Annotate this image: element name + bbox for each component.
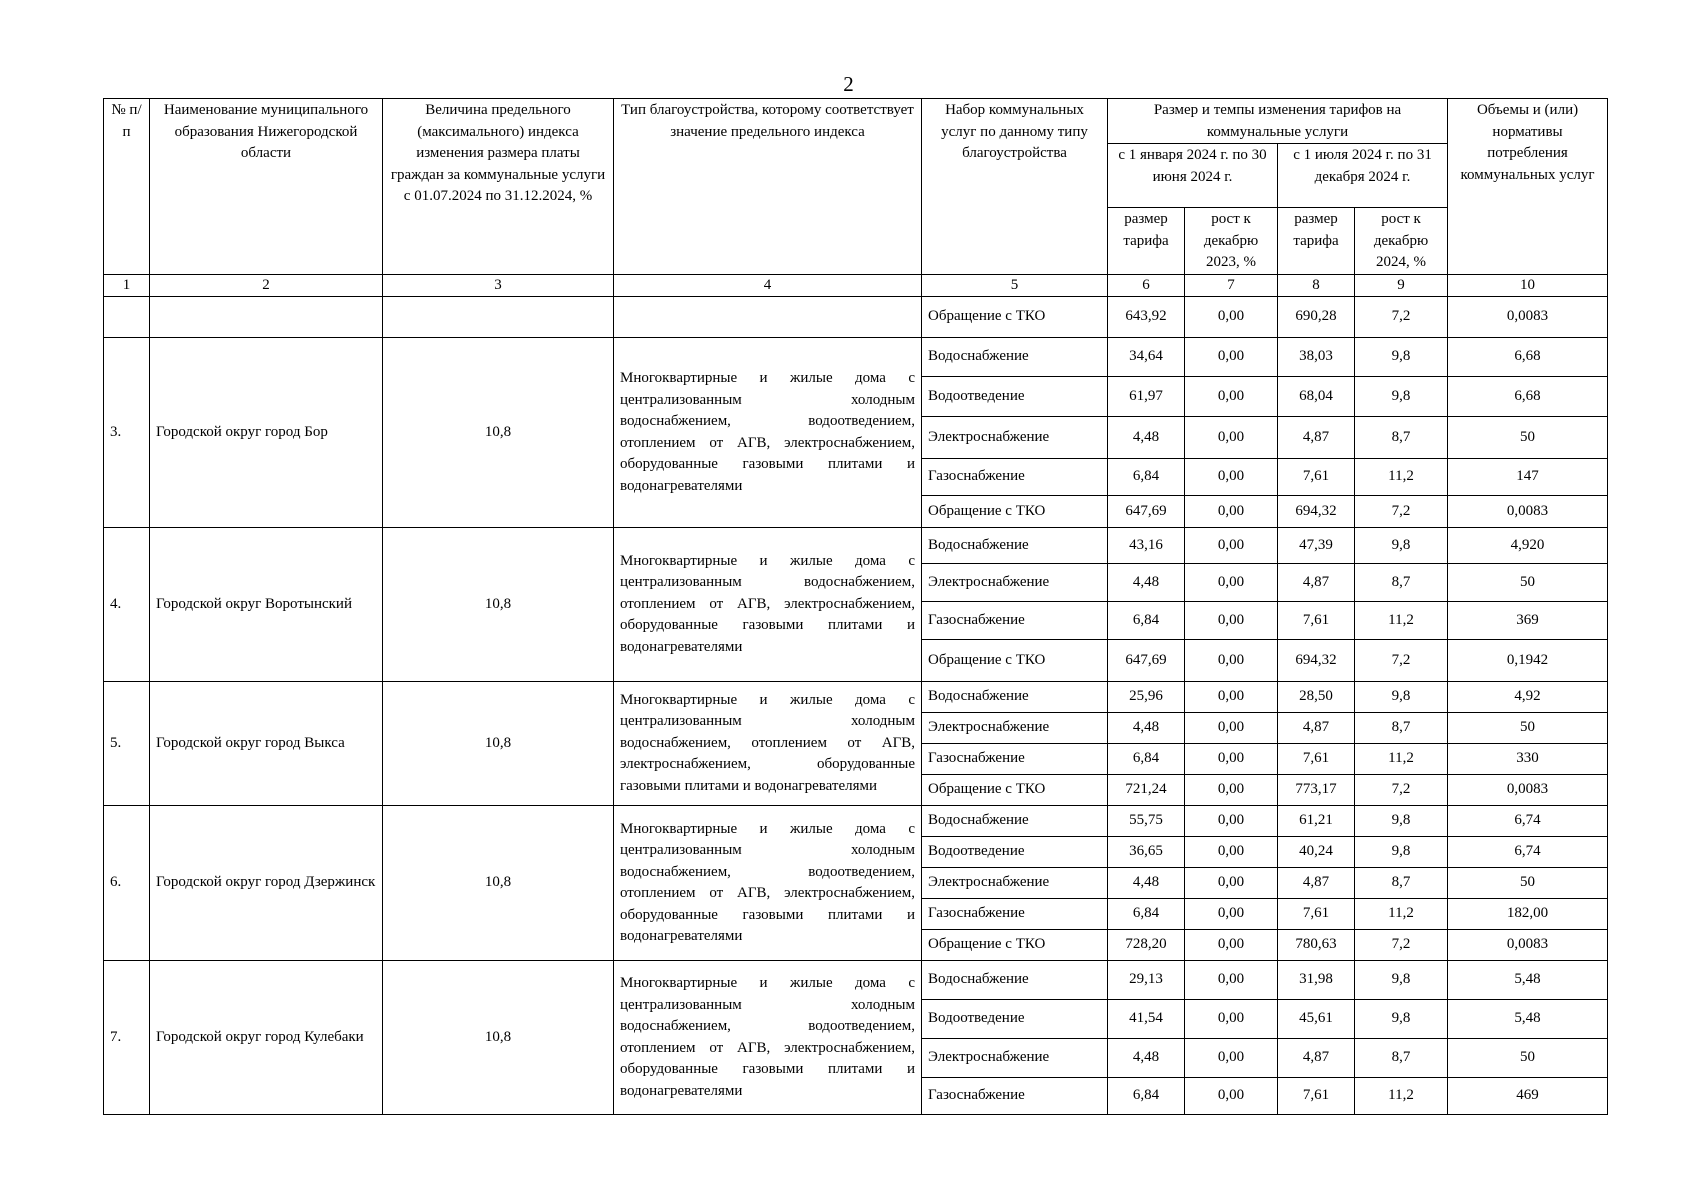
growth-dec-2023: 0,00 (1185, 868, 1278, 899)
consumption-volume: 4,920 (1448, 528, 1608, 564)
consumption-volume: 50 (1448, 713, 1608, 744)
consumption-volume: 369 (1448, 602, 1608, 640)
consumption-volume: 50 (1448, 417, 1608, 459)
growth-dec-2023: 0,00 (1185, 496, 1278, 528)
growth-dec-2024: 11,2 (1355, 1078, 1448, 1115)
tariff-h2: 7,61 (1278, 899, 1355, 930)
growth-dec-2023: 0,00 (1185, 297, 1278, 338)
table-body (104, 297, 1608, 1115)
tariff-h1: 6,84 (1108, 899, 1185, 930)
growth-dec-2024: 9,8 (1355, 961, 1448, 1000)
growth-dec-2024: 9,8 (1355, 338, 1448, 377)
column-number: 2 (150, 274, 383, 297)
improvement-type: Многоквартирные и жилые дома с централизованным холодным водоснабжением, отоплением от АГВ, электроснабжением, оборудованные газовыми плитами и водонагревателями (614, 682, 922, 806)
tariff-h1: 728,20 (1108, 930, 1185, 961)
tariff-h1: 29,13 (1108, 961, 1185, 1000)
service-name: Обращение с ТКО (922, 930, 1108, 961)
growth-dec-2023: 0,00 (1185, 837, 1278, 868)
consumption-volume: 50 (1448, 564, 1608, 602)
tariff-h2: 7,61 (1278, 744, 1355, 775)
tariff-h1: 6,84 (1108, 1078, 1185, 1115)
consumption-volume: 0,0083 (1448, 930, 1608, 961)
service-name: Электроснабжение (922, 564, 1108, 602)
tariff-h1: 6,84 (1108, 744, 1185, 775)
tariff-h2: 4,87 (1278, 564, 1355, 602)
table-row (104, 338, 1608, 377)
growth-dec-2024: 9,8 (1355, 682, 1448, 713)
tariff-h1: 647,69 (1108, 496, 1185, 528)
municipality-name: Городской округ город Выкса (150, 682, 383, 806)
growth-dec-2023: 0,00 (1185, 459, 1278, 496)
growth-dec-2024: 7,2 (1355, 930, 1448, 961)
growth-dec-2023: 0,00 (1185, 775, 1278, 806)
tariff-h2: 38,03 (1278, 338, 1355, 377)
growth-dec-2024: 9,8 (1355, 377, 1448, 417)
growth-dec-2024: 8,7 (1355, 1039, 1448, 1078)
row-number: 6. (104, 806, 150, 961)
service-name: Газоснабжение (922, 899, 1108, 930)
column-number: 6 (1108, 274, 1185, 297)
growth-dec-2024: 11,2 (1355, 744, 1448, 775)
tariff-h2: 780,63 (1278, 930, 1355, 961)
tariff-h2: 68,04 (1278, 377, 1355, 417)
page-number: 2 (843, 72, 854, 96)
growth-dec-2023: 0,00 (1185, 806, 1278, 837)
consumption-volume: 0,0083 (1448, 775, 1608, 806)
header-growth-2023: рост к декабрю 2023, % (1185, 208, 1278, 275)
column-number: 9 (1355, 274, 1448, 297)
tariff-h2: 4,87 (1278, 417, 1355, 459)
growth-dec-2023: 0,00 (1185, 1078, 1278, 1115)
header-index: Величина предельного (максимального) индекса изменения размера платы граждан за коммунальные услуги с 01.07.2024 по 31.12.2024, % (383, 99, 614, 275)
tariff-h2: 40,24 (1278, 837, 1355, 868)
header-growth-2024: рост к декабрю 2024, % (1355, 208, 1448, 275)
growth-dec-2024: 8,7 (1355, 417, 1448, 459)
consumption-volume: 5,48 (1448, 1000, 1608, 1039)
table-header (104, 99, 1608, 297)
tariff-h1: 4,48 (1108, 417, 1185, 459)
header-services: Набор коммунальных услуг по данному типу благоустройства (922, 99, 1108, 275)
improvement-type: Многоквартирные и жилые дома с централизованным холодным водоснабжением, водоотведением, отоплением от АГВ, электроснабжением, оборудованные газовыми плитами и водонагревателями (614, 961, 922, 1115)
tariff-h2: 7,61 (1278, 602, 1355, 640)
consumption-volume: 469 (1448, 1078, 1608, 1115)
growth-dec-2024: 7,2 (1355, 640, 1448, 682)
tariff-h1: 34,64 (1108, 338, 1185, 377)
header-tariffs-group: Размер и темпы изменения тарифов на коммунальные услуги (1108, 99, 1448, 144)
growth-dec-2024: 11,2 (1355, 459, 1448, 496)
tariff-h1: 6,84 (1108, 459, 1185, 496)
consumption-volume: 5,48 (1448, 961, 1608, 1000)
consumption-volume: 0,0083 (1448, 297, 1608, 338)
tariff-h2: 4,87 (1278, 1039, 1355, 1078)
growth-dec-2024: 9,8 (1355, 1000, 1448, 1039)
service-name: Газоснабжение (922, 1078, 1108, 1115)
tariff-h2: 47,39 (1278, 528, 1355, 564)
growth-dec-2024: 11,2 (1355, 899, 1448, 930)
municipality-name: Городской округ город Кулебаки (150, 961, 383, 1115)
service-name: Водоотведение (922, 837, 1108, 868)
service-name: Обращение с ТКО (922, 297, 1108, 338)
growth-dec-2023: 0,00 (1185, 564, 1278, 602)
table-row (104, 961, 1608, 1000)
tariff-h2: 7,61 (1278, 1078, 1355, 1115)
service-name: Электроснабжение (922, 417, 1108, 459)
tariff-h1: 647,69 (1108, 640, 1185, 682)
consumption-volume: 0,0083 (1448, 496, 1608, 528)
tariff-h2: 690,28 (1278, 297, 1355, 338)
tariff-h1: 4,48 (1108, 564, 1185, 602)
limit-index: 10,8 (383, 806, 614, 961)
column-number: 10 (1448, 274, 1608, 297)
growth-dec-2024: 11,2 (1355, 602, 1448, 640)
table-row (104, 682, 1608, 713)
municipality-name: Городской округ город Дзержинск (150, 806, 383, 961)
header-name: Наименование муниципального образования Нижегородской области (150, 99, 383, 275)
empty-cell (104, 297, 150, 338)
tariff-h1: 643,92 (1108, 297, 1185, 338)
consumption-volume: 147 (1448, 459, 1608, 496)
growth-dec-2024: 8,7 (1355, 868, 1448, 899)
empty-cell (150, 297, 383, 338)
growth-dec-2023: 0,00 (1185, 377, 1278, 417)
tariff-h1: 4,48 (1108, 713, 1185, 744)
tariff-h1: 55,75 (1108, 806, 1185, 837)
growth-dec-2024: 8,7 (1355, 713, 1448, 744)
improvement-type: Многоквартирные и жилые дома с централизованным холодным водоснабжением, водоотведением, отоплением от АГВ, электроснабжением, оборудованные газовыми плитами и водонагревателями (614, 338, 922, 528)
growth-dec-2023: 0,00 (1185, 713, 1278, 744)
tariff-h1: 43,16 (1108, 528, 1185, 564)
tariff-h1: 4,48 (1108, 1039, 1185, 1078)
growth-dec-2024: 8,7 (1355, 564, 1448, 602)
row-number: 4. (104, 528, 150, 682)
service-name: Водоотведение (922, 377, 1108, 417)
growth-dec-2023: 0,00 (1185, 1039, 1278, 1078)
header-period-2: с 1 июля 2024 г. по 31 декабря 2024 г. (1278, 144, 1448, 208)
column-number: 4 (614, 274, 922, 297)
growth-dec-2024: 9,8 (1355, 806, 1448, 837)
service-name: Обращение с ТКО (922, 775, 1108, 806)
service-name: Обращение с ТКО (922, 640, 1108, 682)
header-type: Тип благоустройства, которому соответствует значение предельного индекса (614, 99, 922, 275)
tariff-h1: 61,97 (1108, 377, 1185, 417)
tariff-h2: 4,87 (1278, 713, 1355, 744)
consumption-volume: 6,74 (1448, 837, 1608, 868)
header-period-1: с 1 января 2024 г. по 30 июня 2024 г. (1108, 144, 1278, 208)
column-number: 8 (1278, 274, 1355, 297)
limit-index: 10,8 (383, 338, 614, 528)
service-name: Водоснабжение (922, 682, 1108, 713)
consumption-volume: 4,92 (1448, 682, 1608, 713)
table-row (104, 806, 1608, 837)
tariff-h1: 36,65 (1108, 837, 1185, 868)
growth-dec-2024: 7,2 (1355, 297, 1448, 338)
service-name: Газоснабжение (922, 459, 1108, 496)
tariff-h2: 61,21 (1278, 806, 1355, 837)
growth-dec-2023: 0,00 (1185, 602, 1278, 640)
empty-cell (383, 297, 614, 338)
consumption-volume: 6,68 (1448, 377, 1608, 417)
column-numbers-row (104, 274, 1608, 297)
growth-dec-2023: 0,00 (1185, 899, 1278, 930)
growth-dec-2023: 0,00 (1185, 744, 1278, 775)
table-row (104, 528, 1608, 564)
municipality-name: Городской округ город Бор (150, 338, 383, 528)
header-tariff-size-2: размер тарифа (1278, 208, 1355, 275)
header-tariff-size-1: размер тарифа (1108, 208, 1185, 275)
tariff-h1: 41,54 (1108, 1000, 1185, 1039)
consumption-volume: 6,74 (1448, 806, 1608, 837)
row-number: 5. (104, 682, 150, 806)
service-name: Электроснабжение (922, 713, 1108, 744)
column-number: 3 (383, 274, 614, 297)
tariff-h2: 7,61 (1278, 459, 1355, 496)
empty-cell (614, 297, 922, 338)
growth-dec-2023: 0,00 (1185, 640, 1278, 682)
growth-dec-2023: 0,00 (1185, 338, 1278, 377)
service-name: Водоснабжение (922, 961, 1108, 1000)
service-name: Электроснабжение (922, 868, 1108, 899)
growth-dec-2024: 7,2 (1355, 496, 1448, 528)
column-number: 5 (922, 274, 1108, 297)
service-name: Электроснабжение (922, 1039, 1108, 1078)
limit-index: 10,8 (383, 682, 614, 806)
service-name: Газоснабжение (922, 602, 1108, 640)
row-number: 3. (104, 338, 150, 528)
tariff-h2: 694,32 (1278, 640, 1355, 682)
column-number: 1 (104, 274, 150, 297)
tariff-h1: 25,96 (1108, 682, 1185, 713)
growth-dec-2024: 9,8 (1355, 837, 1448, 868)
service-name: Газоснабжение (922, 744, 1108, 775)
consumption-volume: 182,00 (1448, 899, 1608, 930)
tariff-h1: 4,48 (1108, 868, 1185, 899)
tariff-h2: 4,87 (1278, 868, 1355, 899)
tariff-h2: 694,32 (1278, 496, 1355, 528)
tariff-h2: 31,98 (1278, 961, 1355, 1000)
growth-dec-2023: 0,00 (1185, 1000, 1278, 1039)
consumption-volume: 330 (1448, 744, 1608, 775)
column-number: 7 (1185, 274, 1278, 297)
service-name: Водоснабжение (922, 528, 1108, 564)
header-num: № п/п (104, 99, 150, 275)
growth-dec-2024: 9,8 (1355, 528, 1448, 564)
tariff-h2: 773,17 (1278, 775, 1355, 806)
service-name: Водоотведение (922, 1000, 1108, 1039)
service-name: Водоснабжение (922, 338, 1108, 377)
tariff-h2: 28,50 (1278, 682, 1355, 713)
growth-dec-2024: 7,2 (1355, 775, 1448, 806)
improvement-type: Многоквартирные и жилые дома с централизованным водоснабжением, отоплением от АГВ, электроснабжением, оборудованные газовыми плитами и водонагревателями (614, 528, 922, 682)
row-number: 7. (104, 961, 150, 1115)
tariff-table (103, 98, 1608, 1115)
consumption-volume: 50 (1448, 1039, 1608, 1078)
tariff-h1: 721,24 (1108, 775, 1185, 806)
growth-dec-2023: 0,00 (1185, 961, 1278, 1000)
limit-index: 10,8 (383, 961, 614, 1115)
table-row-continuation (104, 297, 1608, 338)
tariff-h2: 45,61 (1278, 1000, 1355, 1039)
service-name: Водоснабжение (922, 806, 1108, 837)
municipality-name: Городской округ Воротынский (150, 528, 383, 682)
header-volumes: Объемы и (или) нормативы потребления коммунальных услуг (1448, 99, 1608, 275)
tariff-h1: 6,84 (1108, 602, 1185, 640)
consumption-volume: 50 (1448, 868, 1608, 899)
growth-dec-2023: 0,00 (1185, 930, 1278, 961)
consumption-volume: 6,68 (1448, 338, 1608, 377)
consumption-volume: 0,1942 (1448, 640, 1608, 682)
improvement-type: Многоквартирные и жилые дома с централизованным холодным водоснабжением, водоотведением, отоплением от АГВ, электроснабжением, оборудованные газовыми плитами и водонагревателями (614, 806, 922, 961)
service-name: Обращение с ТКО (922, 496, 1108, 528)
growth-dec-2023: 0,00 (1185, 417, 1278, 459)
limit-index: 10,8 (383, 528, 614, 682)
growth-dec-2023: 0,00 (1185, 528, 1278, 564)
growth-dec-2023: 0,00 (1185, 682, 1278, 713)
